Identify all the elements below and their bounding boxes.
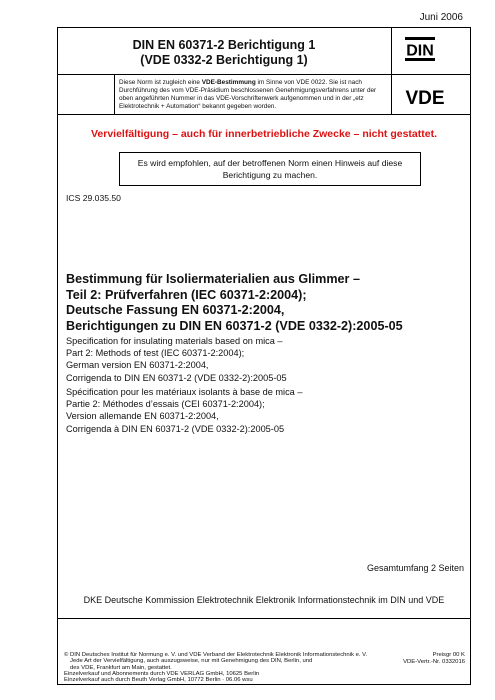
title-fr-line: Spécification pour les matériaux isolants à base de mica – (66, 387, 303, 397)
recommendation-box: Es wird empfohlen, auf der betroffenen Norm einen Hinweis auf diese Berichtigung zu machen. (119, 152, 421, 186)
title-fr-line: Version allemande EN 60371-2:2004, (66, 411, 219, 422)
title-en-line: German version EN 60371-2:2004, (66, 360, 209, 371)
din-logo (404, 36, 436, 62)
ics-code: ICS 29.035.50 (66, 193, 121, 203)
vde-notice (119, 79, 391, 111)
footer-line: Einzelverkauf und Abonnements durch VDE VERLAG GmbH, 10625 Berlin (64, 670, 260, 677)
din-logo-mark (404, 36, 436, 62)
vde-order-number: VDE-Vertr.-Nr. 0332016 (403, 658, 465, 665)
reproduction-notice: Vervielfältigung – auch für innerbetriebliche Zwecke – nicht gestattet. (90, 128, 437, 140)
title-french (66, 386, 466, 435)
footer-line: © DIN Deutsches Institut für Normung e. V. und VDE Verband der Elektrotechnik Elektronik Informationstechnik e. V. (64, 652, 368, 658)
title-de-line: Berichtigungen zu DIN EN 60371-2 (VDE 0332-2):2005-05 (66, 318, 403, 333)
header-divider (57, 74, 471, 75)
header-bottom-divider (57, 114, 471, 115)
title-de-line: Bestimmung für Isoliermaterialien aus Glimmer – (66, 272, 360, 286)
footer-line: Jede Art der Vervielfältigung, auch auszugsweise, nur mit Genehmigung des DIN, Berlin, und (70, 658, 313, 665)
title-de-line: Teil 2: Prüfverfahren (IEC 60371-2:2004); (66, 287, 307, 302)
document-title (58, 38, 390, 68)
vde-logo (395, 86, 455, 108)
vde-logo-mark (395, 86, 455, 108)
din-logo-text: DIN (406, 42, 434, 60)
footer-line: des VDE, Frankfurt am Main, gestattet. (70, 664, 172, 671)
title-german (66, 272, 466, 334)
logo-column-divider (391, 27, 392, 115)
title-de-line: Deutsche Fassung EN 60371-2:2004, (66, 303, 285, 317)
vde-logo-text: VDE (405, 88, 445, 108)
issue-date: Juni 2006 (419, 12, 463, 23)
notice-intro: Diese Norm ist zugleich eine (119, 79, 202, 86)
title-en-line: Part 2: Methods of test (IEC 60371-2:2004); (66, 348, 245, 359)
title-fr-line: Partie 2: Méthodes d’essais (CEI 60371-2:2004); (66, 399, 265, 410)
notice-bold: VDE-Bestimmung (201, 79, 256, 86)
vde-number: (VDE 0332-2 Berichtigung 1) (140, 53, 308, 67)
notice-rest: im Sinne von VDE 0022. Sie ist nach Durchführung des vom VDE-Präsidium beschlossenen Genehmigungsverfahrens unter der oben angeführten Nummer in das VDE-Vorschriftenwerk aufgenommen und in der „etz Elektrotechnik + Automation“ bekannt gegeben worden. (119, 79, 377, 110)
footer-divider (57, 618, 471, 619)
price-group: Preisgr 00 K (432, 652, 465, 658)
total-pages: Gesamtumfang 2 Seiten (366, 563, 464, 573)
title-en-line: Corrigenda to DIN EN 60371-2 (VDE 0332-2):2005-05 (66, 372, 287, 383)
price-info (403, 652, 465, 666)
title-en-line: Specification for insulating materials based on mica – (66, 336, 283, 346)
title-fr-line: Corrigenda à DIN EN 60371-2 (VDE 0332-2):2005-05 (66, 423, 285, 434)
notice-left-divider (114, 74, 115, 115)
document-number: DIN EN 60371-2 Berichtigung 1 (132, 38, 316, 52)
title-english (66, 335, 466, 384)
copyright-footer (64, 652, 394, 683)
dke-line: DKE Deutsche Kommission Elektrotechnik Elektronik Informationstechnik im DIN und VDE (83, 595, 445, 605)
footer-line: Einzelverkauf auch durch Beuth Verlag GmbH, 10772 Berlin · 06.06 wsu (64, 677, 253, 684)
